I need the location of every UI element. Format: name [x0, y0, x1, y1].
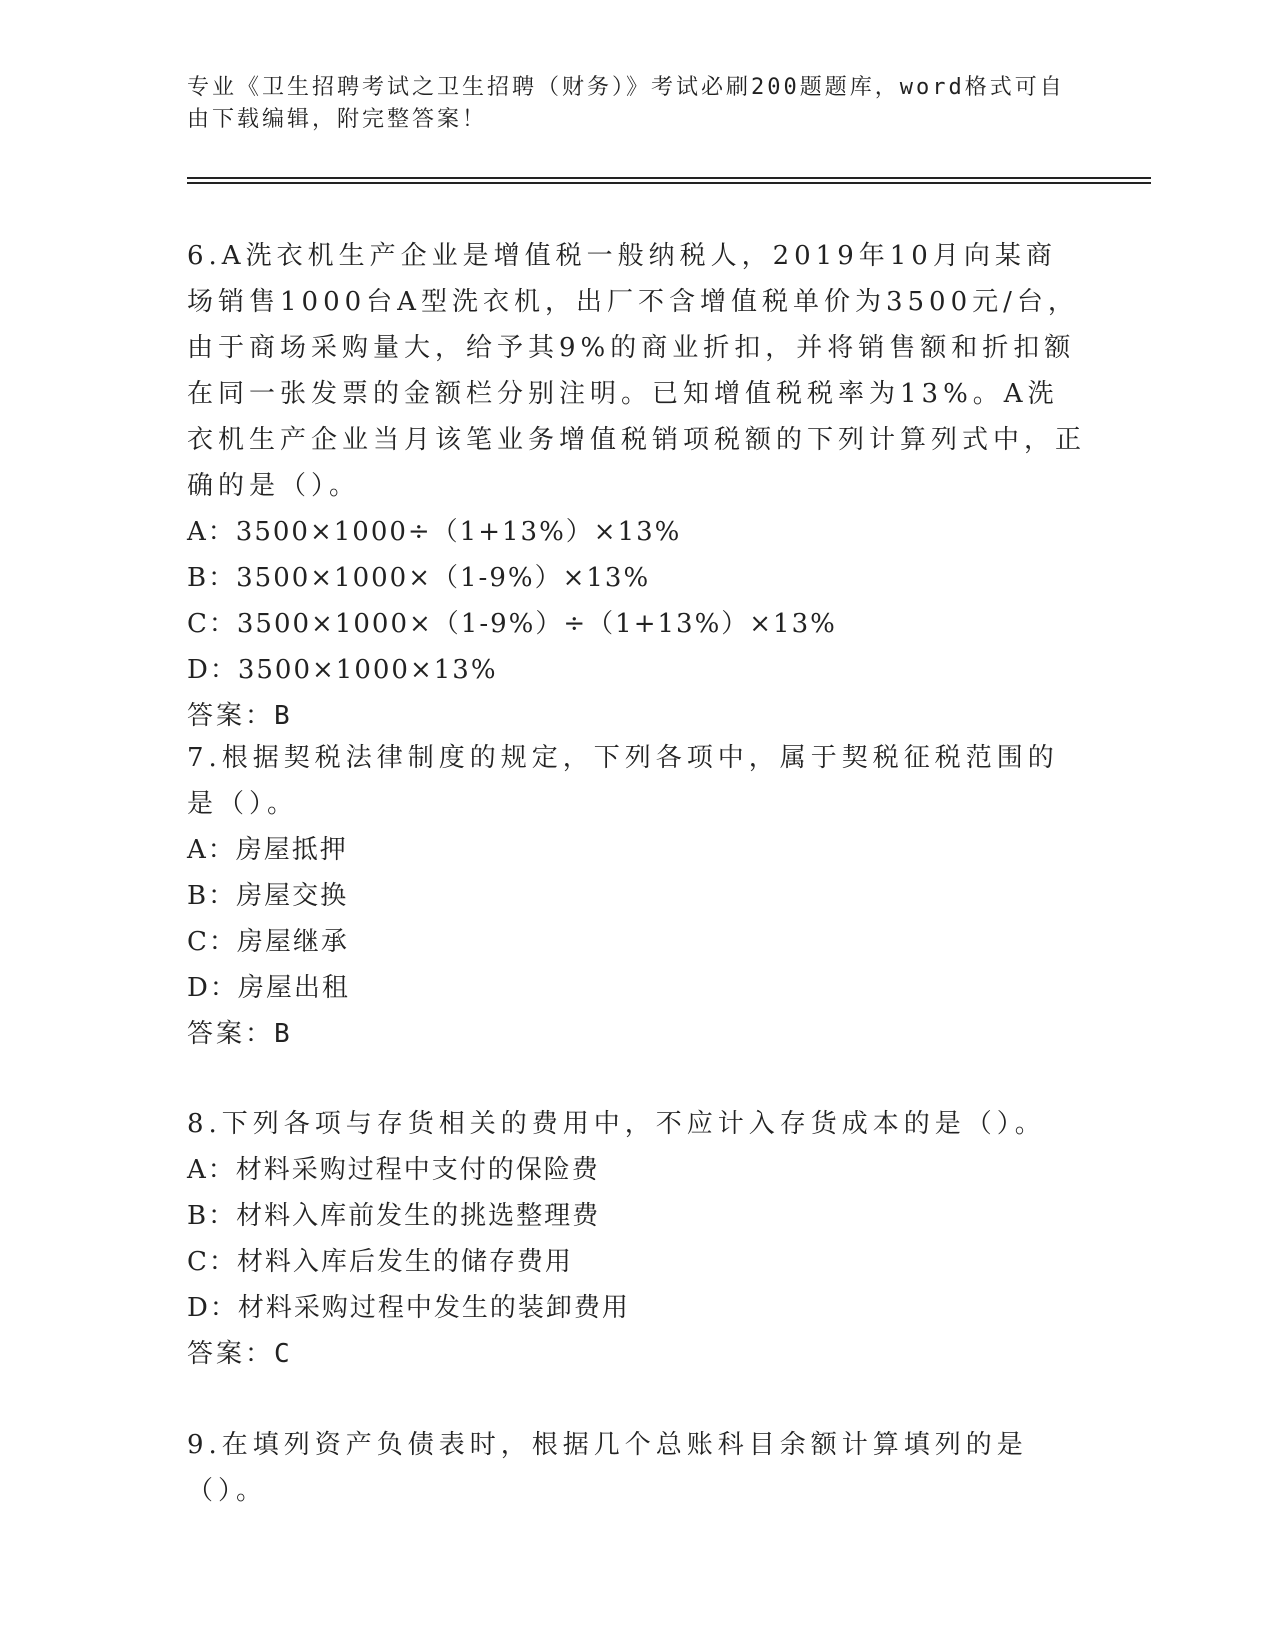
option-c: C：房屋继承	[187, 927, 349, 957]
question-text: 7.根据契税法律制度的规定，下列各项中，属于契税征税范围的是（）。	[187, 743, 1059, 819]
question-7	[187, 735, 1087, 1057]
option-d: D：3500×1000×13%	[187, 655, 498, 685]
question-text: 8.下列各项与存货相关的费用中，不应计入存货成本的是（）。	[187, 1109, 1046, 1139]
option-c: C：材料入库后发生的储存费用	[187, 1247, 573, 1277]
question-9	[187, 1422, 1087, 1514]
header-divider-bottom	[187, 182, 1151, 184]
header-divider-top	[187, 177, 1151, 179]
document-header	[187, 72, 1087, 136]
question-text: 6.A洗衣机生产企业是增值税一般纳税人，2019年10月向某商场销售1000台A型洗衣机，出厂不含增值税单价为3500元/台，由于商场采购量大，给予其9%的商业折扣，并将销售额和折扣额在同一张发票的金额栏分别注明。已知增值税税率为13%。A洗衣机生产企业当月该笔业务增值税销项税额的下列计算列式中，正确的是（）。	[187, 241, 1087, 501]
question-text: 9.在填列资产负债表时，根据几个总账科目余额计算填列的是（）。	[187, 1430, 1028, 1506]
option-a: A：材料采购过程中支付的保险费	[187, 1155, 600, 1185]
option-c: C：3500×1000×（1-9%）÷（1+13%）×13%	[187, 609, 837, 639]
answer: 答案：C	[187, 1339, 293, 1369]
header-line-1: 专业《卫生招聘考试之卫生招聘（财务）》考试必刷200题题库，word格式可自	[187, 75, 1065, 100]
option-b: B：3500×1000×（1-9%）×13%	[187, 563, 651, 593]
answer: 答案：B	[187, 1019, 293, 1049]
option-d: D：房屋出租	[187, 973, 350, 1003]
option-a: A：房屋抵押	[187, 835, 348, 865]
question-6	[187, 233, 1087, 739]
option-d: D：材料采购过程中发生的装卸费用	[187, 1293, 630, 1323]
option-a: A：3500×1000÷（1+13%）×13%	[187, 517, 682, 547]
answer: 答案：B	[187, 701, 293, 731]
option-b: B：房屋交换	[187, 881, 349, 911]
question-8	[187, 1101, 1087, 1377]
header-line-2: 由下载编辑，附完整答案！	[187, 107, 488, 132]
option-b: B：材料入库前发生的挑选整理费	[187, 1201, 601, 1231]
